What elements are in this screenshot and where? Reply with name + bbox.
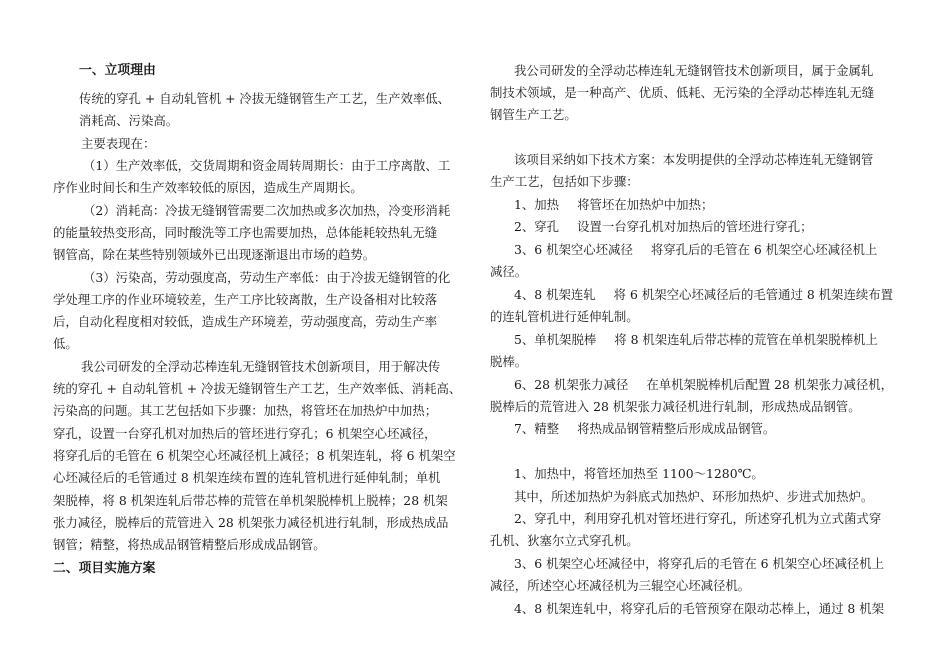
step-label: 1、加热 (514, 197, 560, 212)
step-line (514, 418, 890, 441)
paragraph-line: 后，自动化程度相对较低，造成生产环境差，劳动强度高，劳动生产率 (53, 314, 438, 329)
step-text: 将穿孔后的毛管在 6 机架空心坯减径机上 (650, 242, 878, 257)
paragraph-line: 将穿孔后的毛管在 6 机架空心坯减径机上减径；8 机架连轧，将 6 机架空 (53, 448, 456, 463)
paragraph-line: 生产工艺，包括如下步骤： (490, 174, 639, 189)
heading-project-rationale: 一、立项理由 (79, 63, 156, 78)
step-line (514, 194, 890, 217)
paragraph-line: 低。 (53, 336, 78, 351)
paragraph-line: 该项目采纳如下技术方案：本发明提供的全浮动芯棒连轧无缝钢管 (514, 152, 874, 167)
paragraph-line: 传统的穿孔 + 自动轧管机 + 冷拔无缝钢管生产工艺，生产效率低、 (79, 91, 451, 106)
step-line (514, 239, 890, 262)
paragraph-line: 架脱棒，将 8 机架连轧后带芯棒的荒管在单机架脱棒机上脱棒；28 机架 (53, 493, 448, 508)
paragraph-line: （3）污染高，劳动强度高，劳动生产率低：由于冷拔无缝钢管的化 (83, 270, 451, 285)
step-text: 在单机架脱棒机后配置 28 机架张力减径机， (646, 377, 894, 392)
paragraph-line: 主要表现在： (81, 136, 156, 151)
step-text: 设置一台穿孔机对加热后的管坯进行穿孔； (577, 219, 813, 234)
step-text: 将 6 机架空心坯减径后的毛管通过 8 机架连续布置 (613, 287, 894, 302)
step-continuation: 脱棒后的荒管进入 28 机架张力减径机进行轧制，形成热成品钢管。 (490, 399, 861, 414)
paragraph-line: 统的穿孔 + 自动轧管机 + 冷拔无缝钢管生产工艺，生产效率低、消耗高、 (53, 381, 462, 396)
detail-line: 其中，所述加热炉为斜底式加热炉、环形加热炉、步进式加热炉。 (514, 489, 874, 504)
paragraph-line: 穿孔，设置一台穿孔机对加热后的管坯进行穿孔；6 机架空心坯减径， (53, 426, 437, 441)
detail-line: 3、6 机架空心坯减径中，将穿孔后的毛管在 6 机架空心坯减径机上 (514, 556, 885, 571)
paragraph-line: （1）生产效率低，交货周期和资金周转周期长：由于工序离散、工 (83, 158, 451, 173)
step-line (514, 216, 890, 239)
paragraph-line: 我公司研发的全浮动芯棒连轧无缝钢管技术创新项目，属于金属轧 (514, 63, 874, 78)
paragraph-line: 我公司研发的全浮动芯棒连轧无缝钢管技术创新项目，用于解决传 (81, 359, 441, 374)
paragraph-line: （2）消耗高：冷拔无缝钢管需要二次加热或多次加热，冷变形消耗 (83, 203, 451, 218)
step-text: 将管坯在加热炉中加热； (577, 197, 714, 212)
paragraph-line: 钢管生产工艺。 (490, 107, 577, 122)
paragraph-line: 钢管；精整，将热成品钢管精整后形成成品钢管。 (53, 537, 326, 552)
paragraph-line: 制技术领域，是一种高产、优质、低耗、无污染的全浮动芯棒连轧无缝 (490, 85, 875, 100)
step-text: 将热成品钢管精整后形成成品钢管。 (577, 421, 776, 436)
step-label: 6、28 机架张力减径 (514, 377, 629, 392)
detail-line: 减径，所述空心坯减径机为三辊空心坯减径机。 (490, 578, 751, 593)
paragraph-line: 张力减径，脱棒后的荒管进入 28 机架张力减径机进行轧制，形成热成品 (53, 515, 449, 530)
detail-line: 孔机、狄塞尔立式穿孔机。 (490, 533, 639, 548)
paragraph-line: 污染高的问题。其工艺包括如下步骤：加热，将管坯在加热炉中加热； (53, 403, 438, 418)
detail-line: 2、穿孔中，利用穿孔机对管坯进行穿孔，所述穿孔机为立式菌式穿 (514, 511, 882, 526)
step-line (514, 329, 890, 352)
step-label: 7、精整 (514, 421, 560, 436)
paragraph-line: 消耗高、污染高。 (79, 113, 179, 128)
detail-line: 1、加热中，将管坯加热至 1100～1280℃。 (514, 466, 764, 481)
step-label: 2、穿孔 (514, 219, 560, 234)
step-continuation: 减径。 (490, 264, 528, 279)
detail-line: 4、8 机架连轧中，将穿孔后的毛管预穿在限动芯棒上，通过 8 机架 (514, 601, 885, 616)
step-text: 将 8 机架连轧后带芯棒的荒管在单机架脱棒机上 (614, 332, 878, 347)
step-continuation: 的连轧管机进行延伸轧制。 (490, 309, 639, 324)
paragraph-line: 钢管高，除在某些特别领域外已出现逐渐退出市场的趋势。 (53, 247, 376, 262)
step-label: 4、8 机架连轧 (514, 287, 596, 302)
step-label: 3、6 机架空心坯减径 (514, 242, 633, 257)
paragraph-line: 序作业时间长和生产效率较低的原因，造成生产周期长。 (53, 180, 363, 195)
heading-implementation-plan: 二、项目实施方案 (53, 561, 156, 576)
step-line (514, 374, 894, 397)
paragraph-line: 的能量较热变形高，同时酸洗等工序也需要加热，总体能耗较热轧无缝 (53, 225, 438, 240)
step-line (514, 284, 894, 307)
step-label: 5、单机架脱棒 (514, 332, 597, 347)
paragraph-line: 心坯减径后的毛管通过 8 机架连续布置的连轧管机进行延伸轧制；单机 (53, 470, 441, 485)
paragraph-line: 学处理工序的作业环境较差，生产工序比较离散，生产设备相对比较落 (53, 292, 438, 307)
step-continuation: 脱棒。 (490, 354, 528, 369)
